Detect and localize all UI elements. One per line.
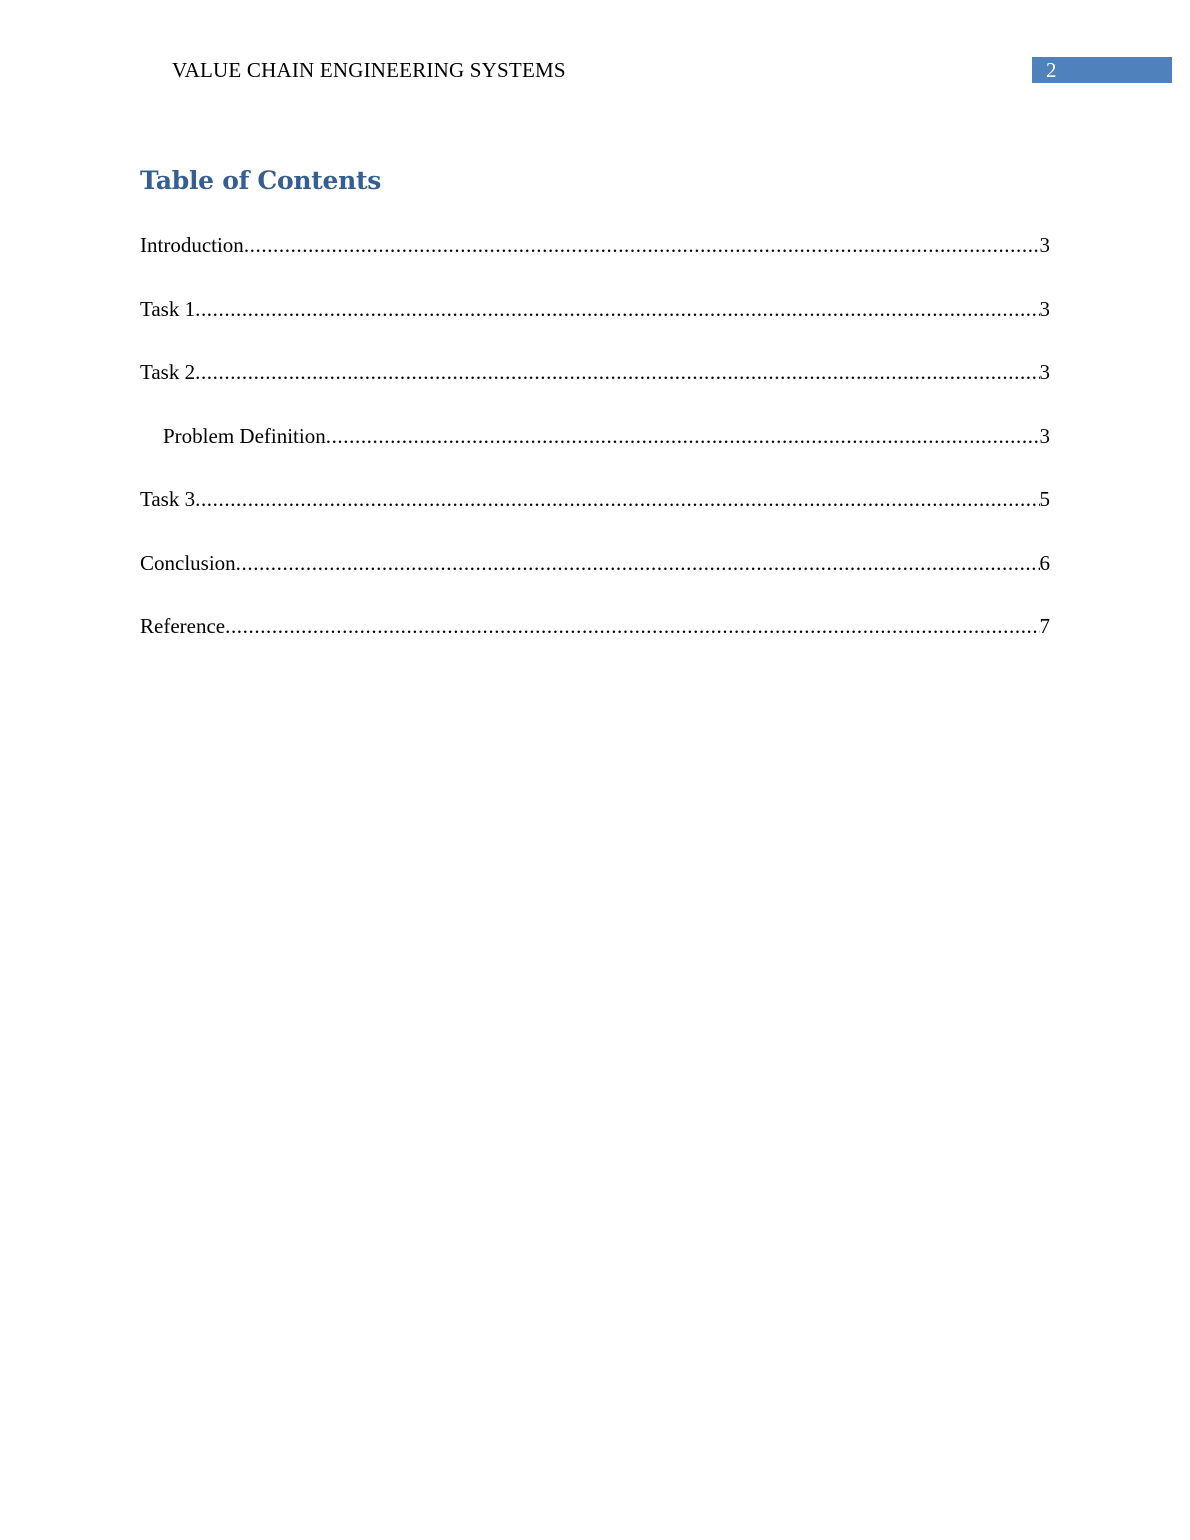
toc-entry-label: Introduction — [140, 233, 244, 257]
page-number: 2 — [1046, 58, 1057, 82]
toc-entry-page: 3 — [1039, 423, 1050, 448]
toc-entry-task-2[interactable] — [140, 357, 1050, 421]
toc-entry-label: Task 3 — [140, 487, 196, 511]
toc-dot-leader — [236, 548, 1040, 578]
toc-entry-reference[interactable] — [140, 611, 1050, 675]
toc-entry-problem-definition[interactable] — [140, 421, 1050, 485]
toc-entry-task-3[interactable] — [140, 484, 1050, 548]
toc-entry-introduction[interactable] — [140, 230, 1050, 294]
toc-entry-label: Reference — [140, 614, 226, 638]
toc-entry-task-1[interactable] — [140, 294, 1050, 358]
toc-entry-conclusion[interactable] — [140, 548, 1050, 612]
toc-entry-label: Conclusion — [140, 550, 236, 575]
toc-entry-page: 7 — [1039, 614, 1050, 638]
toc-dot-leader — [225, 611, 1039, 641]
toc-dot-leader — [326, 421, 1040, 451]
toc-dot-leader — [195, 357, 1039, 387]
toc-list — [140, 230, 1050, 675]
toc-entry-page: 6 — [1039, 550, 1050, 575]
toc-entry-page: 3 — [1039, 360, 1050, 384]
toc-entry-label: Task 2 — [140, 360, 196, 384]
toc-entry-label: Task 1 — [140, 296, 196, 321]
running-header-title: VALUE CHAIN ENGINEERING SYSTEMS — [172, 58, 566, 82]
toc-dot-leader — [195, 484, 1039, 514]
toc-dot-leader — [244, 230, 1040, 260]
toc-entry-page: 3 — [1039, 296, 1050, 321]
toc-entry-page: 3 — [1039, 233, 1050, 257]
toc-dot-leader — [195, 294, 1039, 324]
page-number-badge — [1032, 57, 1172, 83]
toc-entry-label: Problem Definition — [163, 423, 326, 448]
toc-entry-page: 5 — [1039, 487, 1050, 511]
toc-heading: Table of Contents — [140, 166, 382, 195]
